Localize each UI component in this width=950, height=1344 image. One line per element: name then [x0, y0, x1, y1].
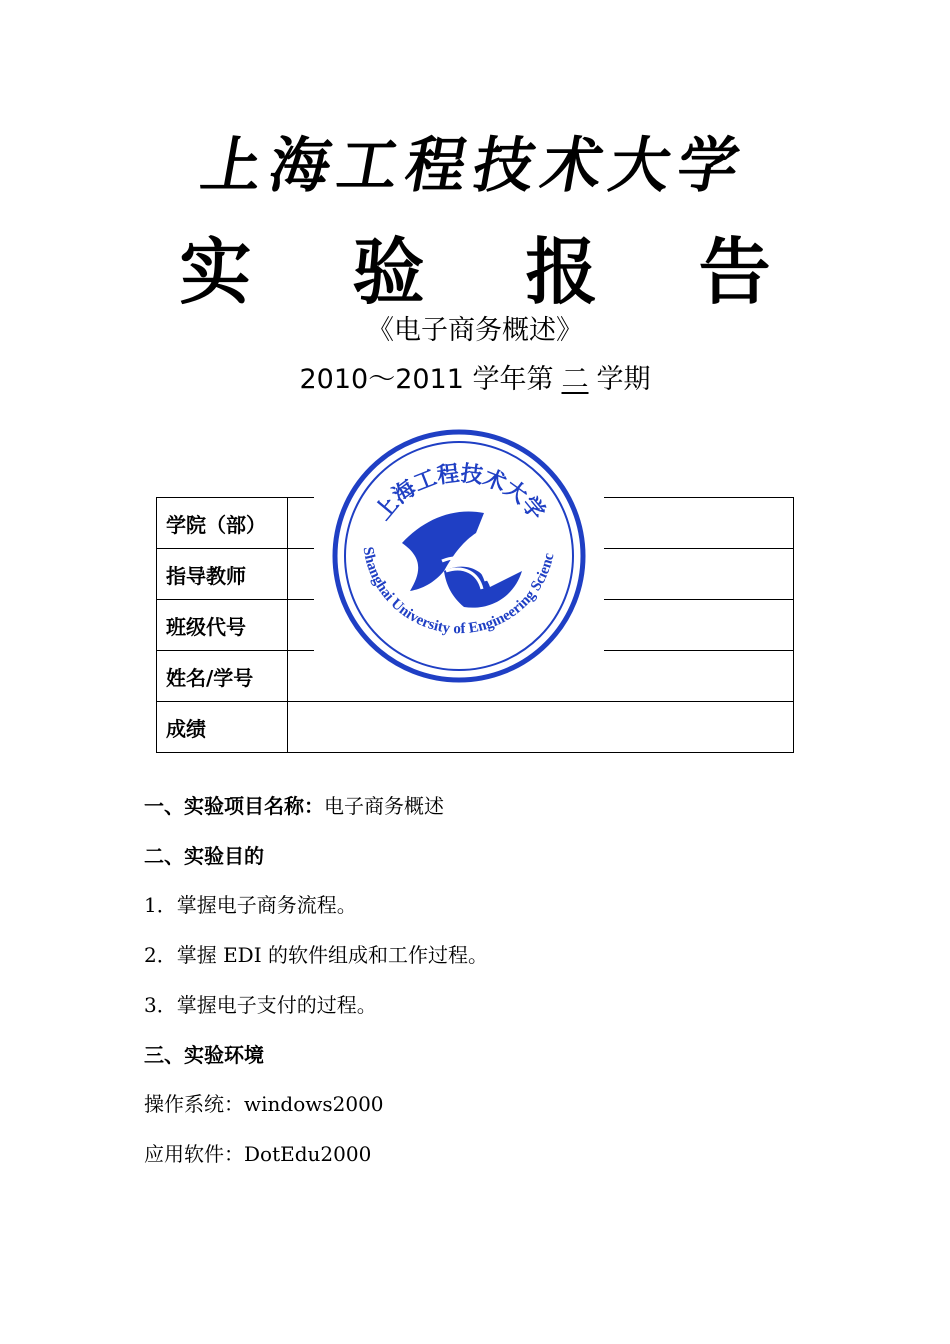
university-seal-logo: [314, 421, 604, 691]
env-app: 应用软件：DotEdu2000: [144, 1142, 372, 1166]
report-title: 实 验 报 告: [179, 229, 809, 314]
term-value: 二: [561, 364, 589, 395]
row-label: 学院（部）: [157, 498, 288, 549]
section-1: [144, 790, 444, 819]
university-name: 上海工程技术大学: [195, 131, 753, 201]
section-2-heading: 二、实验目的: [144, 844, 264, 868]
section-1-value: 电子商务概述: [324, 794, 444, 818]
table-row: [157, 702, 794, 753]
objective-item: 1．掌握电子商务流程。: [144, 893, 357, 917]
row-label: 指导教师: [157, 549, 288, 600]
row-label: 成绩: [157, 702, 288, 753]
row-label: 姓名/学号: [157, 651, 288, 702]
seal-icon: [314, 421, 604, 691]
seal-cn-text: 上海工程技术大学: [369, 460, 551, 526]
section-1-heading: 一、实验项目名称：: [144, 794, 324, 818]
objective-item: 3．掌握电子支付的过程。: [144, 993, 377, 1017]
row-value[interactable]: [288, 702, 794, 753]
row-label: 班级代号: [157, 600, 288, 651]
term-prefix: 2010～2011 学年第: [299, 364, 554, 395]
env-os: 操作系统：windows2000: [144, 1092, 384, 1116]
term-suffix: 学期: [596, 364, 651, 395]
seal-en-text: Shanghai University of Engineering Scienc: [359, 545, 558, 638]
course-name: 《电子商务概述》: [367, 315, 583, 346]
objective-item: 2．掌握 EDI 的软件组成和工作过程。: [144, 943, 488, 967]
term-line: [0, 357, 950, 396]
section-3-heading: 三、实验环境: [144, 1043, 264, 1067]
